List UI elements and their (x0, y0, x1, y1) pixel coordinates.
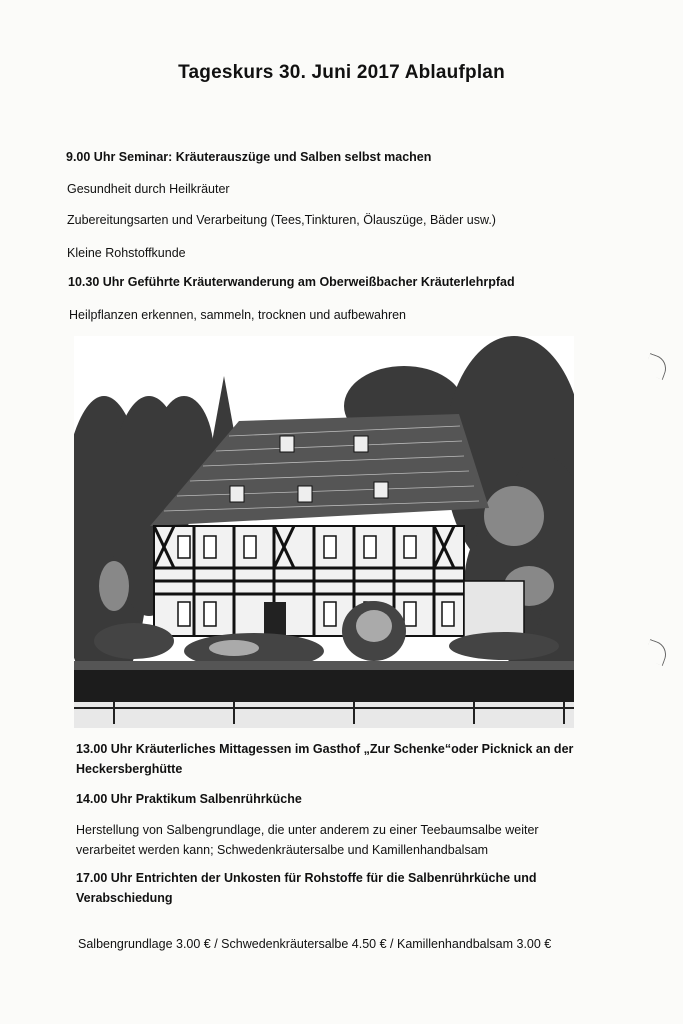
house-illustration (74, 336, 574, 728)
door (264, 602, 286, 636)
schedule-heading-1700: 17.00 Uhr Entrichten der Unkosten für Rohstoffe für die Salbenrührküche und Verabschiedung (76, 871, 537, 905)
schedule-detail: Heilpflanzen erkennen, sammeln, trocknen und aufbewahren (69, 308, 407, 322)
schedule-detail: Zubereitungsarten und Verarbeitung (Tees,Tinkturen, Ölauszüge, Bäder usw.) (67, 213, 496, 227)
schedule-heading-0900: 9.00 Uhr Seminar: Kräuterauszüge und Salben selbst machen (66, 150, 432, 164)
schedule-detail: Herstellung von Salbengrundlage, die unter anderem zu einer Teebaumsalbe weiter verarbeitet werden kann; Schwedenkräutersalbe und Kamillenhandbalsam (76, 823, 539, 857)
punch-hole-mark (643, 353, 670, 380)
page-title: Tageskurs 30. Juni 2017 Ablaufplan (178, 62, 505, 83)
schedule-heading-1030: 10.30 Uhr Geführte Kräuterwanderung am Oberweißbacher Kräuterlehrpfad (68, 275, 515, 289)
schedule-detail: Gesundheit durch Heilkräuter (67, 182, 230, 196)
house-photo (74, 336, 574, 728)
punch-hole-mark (643, 639, 670, 666)
path (74, 702, 574, 728)
side-wing (464, 581, 524, 641)
price-list: Salbengrundlage 3.00 € / Schwedenkräutersalbe 4.50 € / Kamillenhandbalsam 3.00 € (78, 937, 552, 951)
schedule-heading-1300: 13.00 Uhr Kräuterliches Mittagessen im Gasthof „Zur Schenke“oder Picknick an der Heckersberghütte (76, 742, 574, 776)
schedule-detail: Kleine Rohstoffkunde (67, 246, 186, 260)
hedge (74, 668, 574, 702)
schedule-heading-1400: 14.00 Uhr Praktikum Salbenrührküche (76, 792, 302, 806)
hedge-top (74, 661, 574, 670)
